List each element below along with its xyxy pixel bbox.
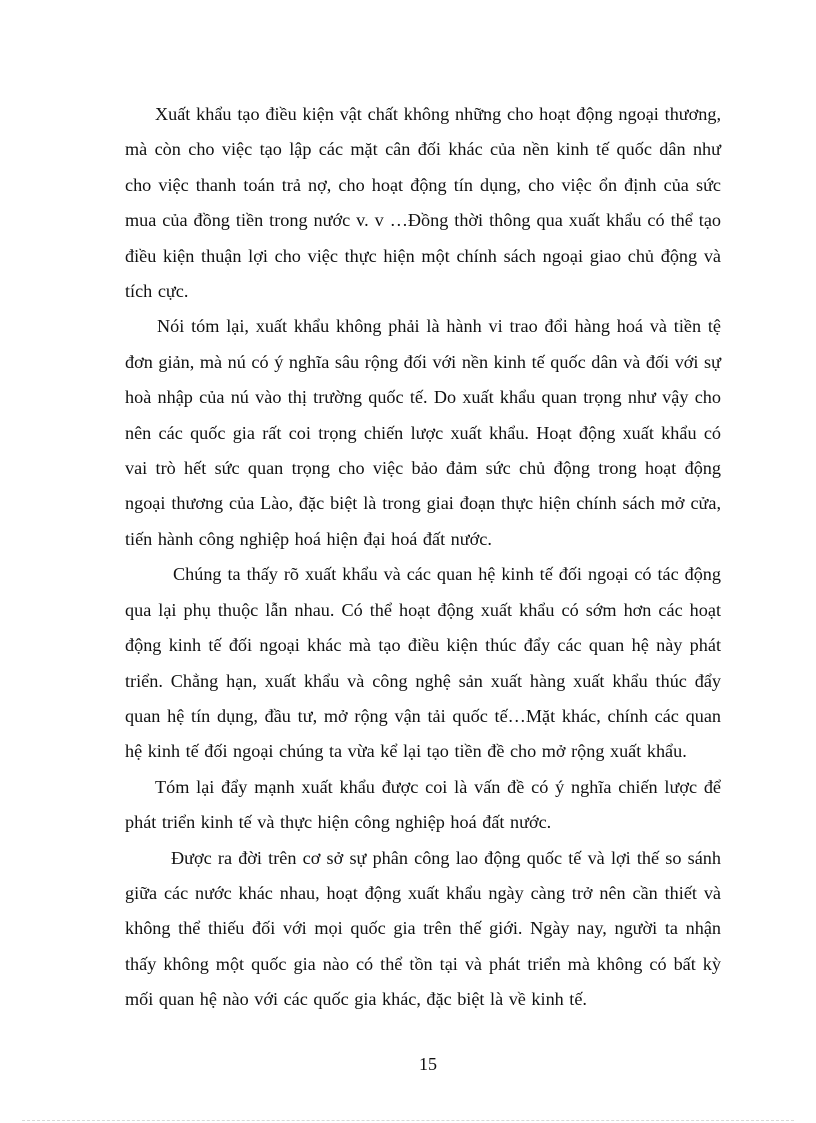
paragraph-summary-export-significance: Nói tóm lại, xuất khẩu không phải là hành vi trao đổi hàng hoá và tiền tệ đơn giản, mà nú có ý nghĩa sâu rộng đối với nền kinh tế quốc dân và đối với sự hoà nhập của nú vào thị trường quốc tế. Do xuất khẩu quan trọng như vậy cho nên các quốc gia rất coi trọng chiến lược xuất khẩu. Hoạt động xuất khẩu có vai trò hết sức quan trọng cho việc bảo đảm sức chủ động trong hoạt động ngoại thương của Lào, đặc biệt là trong giai đoạn thực hiện chính sách mở cửa, tiến hành công nghiệp hoá hiện đại hoá đất nước.	[125, 316, 721, 549]
paragraph-export-foreign-relations: Chúng ta thấy rõ xuất khẩu và các quan hệ kinh tế đối ngoại có tác động qua lại phụ thuộc lẫn nhau. Có thể hoạt động xuất khẩu có sớm hơn các hoạt động kinh tế đối ngoại khác mà tạo điều kiện thúc đẩy các quan hệ này phát triển. Chẳng hạn, xuất khẩu và công nghệ sản xuất hàng xuất khẩu thúc đẩy quan hệ tín dụng, đầu tư, mở rộng vận tải quốc tế…Mặt khác, chính các quan hệ kinh tế đối ngoại chúng ta vừa kể lại tạo tiền đề cho mở rộng xuất khẩu.	[125, 564, 721, 762]
page-number: 15	[419, 1054, 437, 1074]
paragraph-export-material-conditions: Xuất khẩu tạo điều kiện vật chất không những cho hoạt động ngoại thương, mà còn cho việc tạo lập các mặt cân đối khác của nền kinh tế quốc dân như cho việc thanh toán trả nợ, cho hoạt động tín dụng, cho việc ổn định của sức mua của đồng tiền trong nước v. v …Đồng thời thông qua xuất khẩu có thể tạo điều kiện thuận lợi cho việc thực hiện một chính sách ngoại giao chủ động và tích cực.	[125, 104, 721, 302]
paragraph-international-division-of-labor: Được ra đời trên cơ sở sự phân công lao động quốc tế và lợi thế so sánh giữa các nước khác nhau, hoạt động xuất khẩu ngày càng trở nên cần thiết và không thể thiếu đối với mọi quốc gia trên thế giới. Ngày nay, người ta nhận thấy không một quốc gia nào có thể tồn tại và phát triển mà không có bất kỳ mối quan hệ nào với các quốc gia khác, đặc biệt là về kinh tế.	[125, 847, 721, 1010]
page-bottom-divider	[22, 1120, 794, 1121]
paragraph-export-strategy: Tóm lại đẩy mạnh xuất khẩu được coi là vấn đề có ý nghĩa chiến lược để phát triển kinh tế và thực hiện công nghiệp hoá đất nước.	[125, 776, 721, 833]
body-text	[125, 97, 721, 1018]
